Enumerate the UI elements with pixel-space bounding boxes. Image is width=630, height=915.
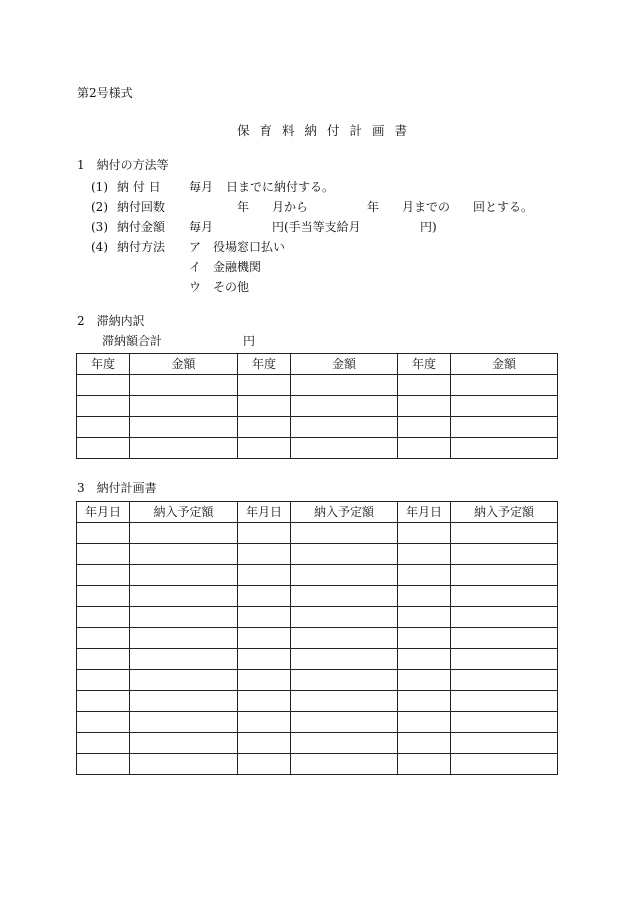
- table-cell: [130, 417, 238, 438]
- table-cell: [451, 607, 558, 628]
- table-cell: [238, 544, 291, 565]
- table-cell: [398, 754, 451, 775]
- table-cell: [77, 649, 130, 670]
- table-cell: [451, 628, 558, 649]
- table-cell: [238, 607, 291, 628]
- table-cell: [77, 712, 130, 733]
- payment-option-i: イ 金融機関: [189, 260, 262, 274]
- table-cell: [451, 375, 558, 396]
- table-cell: [291, 649, 398, 670]
- table-cell: [130, 670, 238, 691]
- table-cell: [398, 712, 451, 733]
- table-cell: [238, 649, 291, 670]
- plan-col-date-3: 年月日: [398, 502, 451, 523]
- table-row: [77, 754, 558, 775]
- table-row: [77, 649, 558, 670]
- table-row: [77, 586, 558, 607]
- table-cell: [291, 607, 398, 628]
- table-cell: [398, 670, 451, 691]
- table-cell: [130, 375, 238, 396]
- table-cell: [398, 691, 451, 712]
- table-row: [77, 396, 558, 417]
- table-row: [77, 607, 558, 628]
- table-cell: [291, 375, 398, 396]
- table-cell: [238, 438, 291, 459]
- item1-part1: 毎月: [189, 180, 214, 194]
- table-cell: [130, 586, 238, 607]
- item3-label: 納付金額: [117, 220, 166, 234]
- table-cell: [130, 396, 238, 417]
- table-cell: [291, 712, 398, 733]
- table-cell: [130, 691, 238, 712]
- item2-num: (2): [91, 200, 108, 214]
- section1-heading: 1 納付の方法等: [77, 158, 169, 172]
- arrears-col-year-2: 年度: [238, 354, 291, 375]
- table-row: [77, 691, 558, 712]
- table-cell: [451, 733, 558, 754]
- table-cell: [291, 396, 398, 417]
- table-cell: [238, 733, 291, 754]
- table-row: [77, 438, 558, 459]
- table-cell: [238, 691, 291, 712]
- item1-label: 納 付 日: [117, 180, 161, 194]
- item2-label: 納付回数: [117, 200, 166, 214]
- plan-col-amount-3: 納入予定額: [451, 502, 558, 523]
- table-cell: [130, 523, 238, 544]
- payment-option-u: ウ その他: [189, 280, 250, 294]
- table-cell: [238, 565, 291, 586]
- table-cell: [238, 712, 291, 733]
- item4-num: (4): [91, 240, 108, 254]
- table-cell: [130, 438, 238, 459]
- table-row: [77, 523, 558, 544]
- table-cell: [398, 649, 451, 670]
- table-cell: [291, 523, 398, 544]
- table-cell: [291, 438, 398, 459]
- table-row: [77, 733, 558, 754]
- item3-part1: 毎月: [189, 220, 214, 234]
- table-row: [77, 544, 558, 565]
- arrears-total-unit: 円: [243, 334, 256, 348]
- table-cell: [77, 754, 130, 775]
- table-cell: [451, 712, 558, 733]
- item2-part3: 年: [367, 200, 380, 214]
- table-cell: [291, 670, 398, 691]
- table-row: [77, 565, 558, 586]
- table-cell: [77, 586, 130, 607]
- table-cell: [130, 607, 238, 628]
- payment-plan-table: [76, 501, 558, 775]
- plan-col-date-1: 年月日: [77, 502, 130, 523]
- plan-col-amount-2: 納入予定額: [291, 502, 398, 523]
- arrears-col-amount-3: 金額: [451, 354, 558, 375]
- table-row: [77, 712, 558, 733]
- table-cell: [77, 375, 130, 396]
- table-row: [77, 375, 558, 396]
- section3-heading: 3 納付計画書: [77, 481, 157, 495]
- table-cell: [77, 691, 130, 712]
- table-cell: [77, 396, 130, 417]
- item3-num: (3): [91, 220, 108, 234]
- plan-col-date-2: 年月日: [238, 502, 291, 523]
- arrears-total-label: 滞納額合計: [102, 334, 163, 348]
- table-cell: [291, 754, 398, 775]
- table-cell: [238, 670, 291, 691]
- table-cell: [130, 544, 238, 565]
- table-cell: [398, 607, 451, 628]
- table-cell: [77, 417, 130, 438]
- item3-part2: 円(手当等支給月: [272, 220, 361, 234]
- table-cell: [130, 649, 238, 670]
- table-cell: [130, 754, 238, 775]
- item4-label: 納付方法: [117, 240, 166, 254]
- table-cell: [130, 733, 238, 754]
- table-cell: [398, 396, 451, 417]
- table-cell: [451, 691, 558, 712]
- table-cell: [451, 670, 558, 691]
- table-cell: [291, 565, 398, 586]
- item1-part2: 日までに納付する。: [226, 180, 335, 194]
- table-cell: [130, 565, 238, 586]
- table-cell: [451, 438, 558, 459]
- table-cell: [398, 733, 451, 754]
- table-cell: [451, 565, 558, 586]
- table-cell: [291, 691, 398, 712]
- table-cell: [291, 586, 398, 607]
- table-cell: [130, 712, 238, 733]
- table-cell: [291, 544, 398, 565]
- item2-part2: 月から: [272, 200, 309, 214]
- table-cell: [77, 565, 130, 586]
- table-cell: [451, 649, 558, 670]
- plan-col-amount-1: 納入予定額: [130, 502, 238, 523]
- table-cell: [77, 733, 130, 754]
- document-title: 保育料納付計画書: [237, 123, 418, 138]
- table-cell: [130, 628, 238, 649]
- table-cell: [77, 607, 130, 628]
- table-cell: [77, 628, 130, 649]
- table-cell: [238, 417, 291, 438]
- table-cell: [291, 733, 398, 754]
- table-cell: [77, 544, 130, 565]
- table-cell: [398, 586, 451, 607]
- table-cell: [451, 586, 558, 607]
- table-cell: [291, 628, 398, 649]
- table-cell: [398, 438, 451, 459]
- table-cell: [238, 586, 291, 607]
- table-cell: [451, 417, 558, 438]
- table-row: [77, 670, 558, 691]
- table-cell: [238, 396, 291, 417]
- payment-option-a: ア 役場窓口払い: [189, 240, 286, 254]
- table-cell: [398, 375, 451, 396]
- arrears-col-amount-1: 金額: [130, 354, 238, 375]
- table-cell: [238, 754, 291, 775]
- table-cell: [398, 544, 451, 565]
- item2-part1: 年: [237, 200, 250, 214]
- arrears-col-year-1: 年度: [77, 354, 130, 375]
- section2-heading: 2 滞納内訳: [77, 314, 145, 328]
- table-cell: [238, 628, 291, 649]
- item2-part5: 回とする。: [473, 200, 534, 214]
- arrears-table: [76, 353, 558, 459]
- table-cell: [77, 523, 130, 544]
- arrears-col-year-3: 年度: [398, 354, 451, 375]
- item2-part4: 月までの: [402, 200, 451, 214]
- table-cell: [451, 396, 558, 417]
- table-cell: [398, 628, 451, 649]
- table-cell: [398, 417, 451, 438]
- table-cell: [451, 523, 558, 544]
- form-label: 第2号様式: [77, 86, 133, 100]
- item1-num: (1): [91, 180, 108, 194]
- table-cell: [398, 565, 451, 586]
- item3-part3: 円): [420, 220, 437, 234]
- table-cell: [291, 417, 398, 438]
- table-row: [77, 628, 558, 649]
- table-row: [77, 417, 558, 438]
- arrears-col-amount-2: 金額: [291, 354, 398, 375]
- table-cell: [77, 438, 130, 459]
- table-cell: [77, 670, 130, 691]
- table-cell: [238, 523, 291, 544]
- table-cell: [398, 523, 451, 544]
- table-cell: [451, 544, 558, 565]
- table-cell: [451, 754, 558, 775]
- table-cell: [238, 375, 291, 396]
